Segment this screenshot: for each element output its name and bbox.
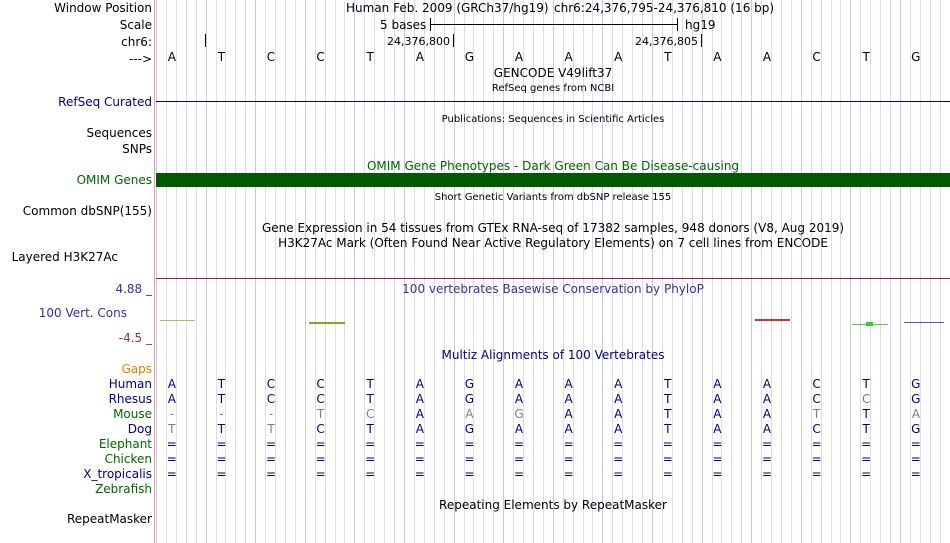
align-base-xtrop: = — [315, 467, 326, 481]
refseq-track-label[interactable]: RefSeq Curated — [58, 95, 152, 109]
align-base-dog: C — [316, 422, 325, 436]
scale-db: hg19 — [685, 18, 716, 32]
align-base-mouse: T — [812, 407, 821, 421]
align-base-rhesus: A — [167, 392, 176, 406]
align-base-dog: A — [564, 422, 573, 436]
align-base-human: A — [713, 377, 722, 391]
cons-mark-3 — [755, 319, 790, 321]
assembly-title: Human Feb. 2009 (GRCh37/hg19) — [346, 1, 549, 15]
align-base-mouse: A — [564, 407, 573, 421]
cons-mark-4b — [866, 322, 873, 326]
cons-mark-1 — [160, 320, 195, 321]
base-letter: G — [911, 50, 921, 64]
align-base-human: T — [664, 377, 672, 391]
ruler-tick-minor — [205, 34, 206, 47]
align-base-rhesus: C — [316, 392, 325, 406]
scale-bar — [430, 24, 677, 25]
align-base-human: C — [316, 377, 325, 391]
align-base-dog: T — [267, 422, 275, 436]
align-base-dog: A — [762, 422, 772, 436]
position-title: chr6:24,376,795-24,376,810 (16 bp) — [554, 1, 775, 15]
align-base-mouse: - — [219, 407, 224, 421]
align-base-chicken: = — [563, 452, 574, 466]
align-base-mouse: A — [713, 407, 722, 421]
align-base-elephant: = — [613, 437, 624, 451]
align-base-rhesus: C — [861, 392, 871, 406]
align-base-dog: A — [514, 422, 524, 436]
align-base-mouse: C — [365, 407, 375, 421]
ruler-tick-1 — [453, 34, 454, 47]
align-base-dog: G — [464, 422, 475, 436]
omim-gene-bar[interactable] — [156, 173, 950, 187]
align-base-rhesus: A — [614, 392, 623, 406]
align-base-elephant: = — [265, 437, 277, 451]
gencode-track-title[interactable]: GENCODE V49lift37 — [493, 66, 613, 80]
align-base-dog: T — [217, 422, 226, 436]
species-human-label: Human — [108, 377, 152, 391]
base-letter: A — [614, 50, 623, 64]
ruler-tick-label-1: 24,376,800 — [387, 35, 450, 48]
base-letter: A — [762, 50, 772, 64]
repeatmasker-track-label[interactable]: RepeatMasker — [66, 512, 152, 526]
align-base-rhesus: A — [713, 392, 722, 406]
align-base-elephant: = — [811, 437, 822, 451]
base-letter: T — [862, 50, 870, 64]
align-base-dog: T — [366, 422, 374, 436]
base-letter: A — [514, 50, 524, 64]
align-base-chicken: = — [166, 452, 177, 466]
align-base-dog: G — [911, 422, 921, 436]
align-base-xtrop: = — [811, 467, 822, 481]
align-base-rhesus: A — [415, 392, 424, 406]
base-letter: G — [464, 50, 475, 64]
chrom-label: chr6: — [121, 35, 152, 49]
align-base-human: T — [217, 377, 226, 391]
base-letter: A — [167, 50, 176, 64]
align-base-human: A — [514, 377, 524, 391]
align-base-xtrop: = — [563, 467, 574, 481]
base-letter: T — [366, 50, 374, 64]
align-base-xtrop: = — [166, 467, 177, 481]
align-base-human: T — [366, 377, 374, 391]
h3k27ac-baseline — [156, 278, 950, 279]
base-letter: A — [564, 50, 573, 64]
align-base-chicken: = — [414, 452, 425, 466]
cons-min-label: -4.5 _ — [118, 331, 152, 345]
align-base-human: A — [167, 377, 176, 391]
species-dog-label: Dog — [127, 422, 152, 436]
dbsnp-track-title: Short Genetic Variants from dbSNP release 155 — [434, 192, 672, 203]
align-base-mouse: A — [465, 407, 474, 421]
species-mouse-label: Mouse — [113, 407, 152, 421]
align-base-mouse: - — [169, 407, 174, 421]
align-base-human: A — [415, 377, 424, 391]
align-base-chicken: = — [216, 452, 227, 466]
align-base-elephant: = — [761, 437, 773, 451]
h3k27ac-track-label[interactable]: Layered H3K27Ac — [11, 250, 118, 264]
cons-mark-5 — [904, 322, 944, 323]
base-letter: T — [217, 50, 226, 64]
align-base-xtrop: = — [265, 467, 277, 481]
window-position-label: Window Position — [54, 1, 152, 15]
align-base-rhesus: A — [514, 392, 524, 406]
align-base-chicken: = — [662, 452, 673, 466]
align-base-xtrop: = — [365, 467, 376, 481]
base-letter: A — [713, 50, 722, 64]
base-letter: C — [316, 50, 325, 64]
align-base-xtrop: = — [464, 467, 475, 481]
align-base-elephant: = — [861, 437, 872, 451]
scale-bar-right-tick — [677, 18, 678, 31]
align-base-human: A — [564, 377, 573, 391]
align-base-rhesus: T — [366, 392, 374, 406]
align-base-xtrop: = — [613, 467, 624, 481]
align-base-elephant: = — [513, 437, 525, 451]
align-base-xtrop: = — [216, 467, 227, 481]
species-rhesus-label: Rhesus — [108, 392, 152, 406]
align-base-chicken: = — [513, 452, 525, 466]
base-letter: C — [266, 50, 276, 64]
align-base-mouse: A — [415, 407, 424, 421]
align-base-human: T — [862, 377, 870, 391]
cons-max-label: 4.88 _ — [115, 282, 152, 296]
align-base-xtrop: = — [513, 467, 525, 481]
align-base-chicken: = — [365, 452, 376, 466]
cons-track-label[interactable]: 100 Vert. Cons — [38, 306, 127, 320]
align-base-human: G — [911, 377, 921, 391]
align-base-elephant: = — [662, 437, 673, 451]
refseq-gene-line[interactable] — [156, 101, 950, 102]
align-base-dog: T — [168, 422, 176, 436]
align-base-dog: C — [812, 422, 821, 436]
align-base-human: A — [762, 377, 772, 391]
align-base-chicken: = — [315, 452, 326, 466]
align-base-elephant: = — [712, 437, 723, 451]
align-base-chicken: = — [910, 452, 921, 466]
dbsnp-track-label[interactable]: Common dbSNP(155) — [22, 204, 152, 218]
sequences-track-label[interactable]: Sequences — [86, 126, 152, 140]
align-base-dog: A — [614, 422, 623, 436]
align-base-dog: T — [862, 422, 870, 436]
align-base-human: C — [266, 377, 276, 391]
align-base-chicken: = — [265, 452, 277, 466]
base-letter: T — [664, 50, 672, 64]
align-base-mouse: A — [762, 407, 772, 421]
align-base-rhesus: A — [564, 392, 573, 406]
base-letter: C — [812, 50, 821, 64]
refseq-track-title: RefSeq genes from NCBI — [491, 83, 615, 94]
scale-label: Scale — [119, 18, 152, 32]
align-base-elephant: = — [365, 437, 376, 451]
omim-track-label[interactable]: OMIM Genes — [76, 173, 152, 187]
align-base-elephant: = — [216, 437, 227, 451]
align-base-xtrop: = — [712, 467, 723, 481]
align-base-rhesus: T — [217, 392, 226, 406]
align-base-xtrop: = — [414, 467, 425, 481]
gtex-track-title: Gene Expression in 54 tissues from GTEx RNA-seq of 17382 samples, 948 donors (V8, Aug 2019) — [261, 221, 845, 235]
snps-track-label[interactable]: SNPs — [122, 142, 152, 156]
align-base-mouse: T — [664, 407, 672, 421]
align-base-elephant: = — [166, 437, 177, 451]
align-base-elephant: = — [910, 437, 921, 451]
align-base-mouse: T — [316, 407, 325, 421]
align-base-human: C — [812, 377, 821, 391]
align-base-chicken: = — [761, 452, 773, 466]
align-base-rhesus: A — [762, 392, 772, 406]
align-base-chicken: = — [712, 452, 723, 466]
multiz-track-title: Multiz Alignments of 100 Vertebrates — [441, 348, 665, 362]
cons-mark-2 — [309, 322, 345, 324]
ruler-tick-2 — [701, 34, 702, 47]
ruler-tick-label-2: 24,376,805 — [635, 35, 698, 48]
align-base-mouse: G — [514, 407, 524, 421]
scale-text: 5 bases — [380, 18, 427, 32]
base-letter: A — [415, 50, 424, 64]
align-base-human: G — [464, 377, 475, 391]
align-base-rhesus: G — [911, 392, 921, 406]
align-base-human: A — [614, 377, 623, 391]
align-base-xtrop: = — [910, 467, 921, 481]
align-base-rhesus: C — [266, 392, 276, 406]
species-zebrafish-label: Zebrafish — [95, 482, 152, 496]
scale-bar-left-tick — [430, 18, 431, 31]
align-base-xtrop: = — [662, 467, 673, 481]
align-base-mouse: A — [614, 407, 623, 421]
align-base-xtrop: = — [761, 467, 773, 481]
align-base-rhesus: T — [664, 392, 672, 406]
species-chicken-label: Chicken — [104, 452, 152, 466]
phylop-track-title: 100 vertebrates Basewise Conservation by PhyloP — [402, 282, 704, 296]
align-base-dog: A — [713, 422, 722, 436]
align-base-rhesus: C — [812, 392, 821, 406]
align-base-mouse: A — [911, 407, 920, 421]
align-base-mouse: T — [862, 407, 870, 421]
align-base-elephant: = — [414, 437, 425, 451]
align-base-chicken: = — [811, 452, 822, 466]
repeatmasker-track-title: Repeating Elements by RepeatMasker — [439, 498, 667, 512]
align-base-dog: T — [664, 422, 672, 436]
h3k27ac-track-title: H3K27Ac Mark (Often Found Near Active Regulatory Elements) on 7 cell lines from ENCODE — [278, 236, 828, 250]
align-base-chicken: = — [861, 452, 872, 466]
align-base-xtrop: = — [861, 467, 872, 481]
label-separator — [154, 0, 155, 543]
align-base-mouse: - — [268, 407, 274, 421]
gaps-label: Gaps — [121, 362, 152, 376]
strand-label: ---> — [128, 52, 152, 66]
species-elephant-label: Elephant — [98, 437, 152, 451]
align-base-dog: A — [415, 422, 424, 436]
align-base-chicken: = — [464, 452, 475, 466]
publications-track-title: Publications: Sequences in Scientific Articles — [441, 114, 665, 125]
align-base-elephant: = — [563, 437, 574, 451]
align-base-rhesus: G — [464, 392, 475, 406]
align-base-chicken: = — [613, 452, 624, 466]
omim-track-title: OMIM Gene Phenotypes - Dark Green Can Be Disease-causing — [366, 159, 740, 173]
align-base-elephant: = — [315, 437, 326, 451]
align-base-elephant: = — [464, 437, 475, 451]
species-xtrop-label: X_tropicalis — [83, 467, 152, 481]
